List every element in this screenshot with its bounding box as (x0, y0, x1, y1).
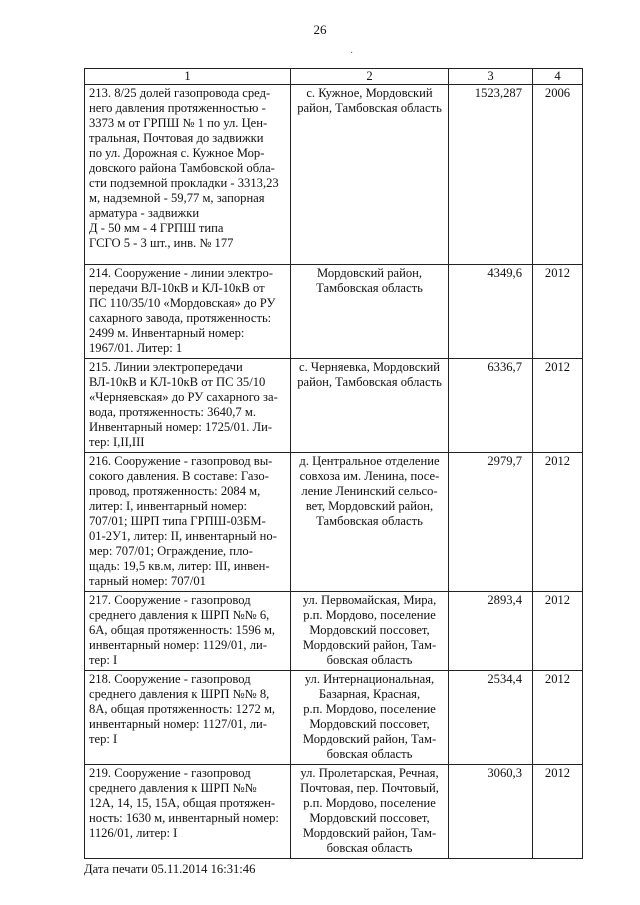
object-year: 2012 (533, 265, 583, 359)
object-value: 3060,3 (449, 765, 533, 859)
object-value: 4349,6 (449, 265, 533, 359)
object-description: 216. Сооружение - газопровод вы- сокого давления. В составе: Газо- провод, протяженность: 2084 м, литер: I, инвентарный номер: 707/01; ШРП типа ГРПШ-03БМ- 01-2У1, литер: II, инвентарный но- мер: 707/01; Ограждение, пло- щадь: 19,5 кв.м, литер: III, инвен- тарный номер: 707/01 (85, 453, 291, 592)
object-description: 217. Сооружение - газопровод среднего давления к ШРП №№ 6, 6А, общая протяженность: 1596 м, инвентарный номер: 1129/01, ли- тер: I (85, 592, 291, 671)
scan-dot-mark: · (350, 48, 354, 59)
page-number: 26 (313, 22, 327, 37)
object-description: 218. Сооружение - газопровод среднего давления к ШРП №№ 8, 8А, общая протяженность: 1272 м, инвентарный номер: 1127/01, ли- тер: I (85, 671, 291, 765)
object-value: 2534,4 (449, 671, 533, 765)
object-address: Мордовский район, Тамбовская область (291, 265, 449, 359)
object-value: 2979,7 (449, 453, 533, 592)
object-value: 2893,4 (449, 592, 533, 671)
table-row (85, 359, 583, 453)
object-description: 215. Линии электропередачи ВЛ-10кВ и КЛ-10кВ от ПС 35/10 «Черняевская» до РУ сахарного за- вода, протяженность: 3640,7 м. Инвентарный номер: 1725/01. Ли- тер: I,II,III (85, 359, 291, 453)
table-row (85, 671, 583, 765)
column-number-3: 3 (449, 69, 533, 85)
table-row (85, 592, 583, 671)
object-description: 219. Сооружение - газопровод среднего давления к ШРП №№ 12А, 14, 15, 15А, общая протяжен- ность: 1630 м, инвентарный номер: 1126/01, литер: I (85, 765, 291, 859)
column-number-4: 4 (533, 69, 583, 85)
column-number-1: 1 (85, 69, 291, 85)
column-number-2: 2 (291, 69, 449, 85)
table-row (85, 453, 583, 592)
object-address: д. Центральное отделение совхоза им. Ленина, посе- ление Ленинский сельсо- вет, Мордовский район, Тамбовская область (291, 453, 449, 592)
print-date-footer: Дата печати 05.11.2014 16:31:46 (84, 862, 256, 876)
object-value: 6336,7 (449, 359, 533, 453)
object-year: 2012 (533, 592, 583, 671)
table-row (85, 765, 583, 859)
object-address: ул. Пролетарская, Речная, Почтовая, пер. Почтовый, р.п. Мордово, поселение Мордовский поссовет, Мордовский район, Там- бовская область (291, 765, 449, 859)
object-address: ул. Интернациональная, Базарная, Красная, р.п. Мордово, поселение Мордовский поссовет, Мордовский район, Там- бовская область (291, 671, 449, 765)
object-value: 1523,287 (449, 85, 533, 265)
table-body (85, 69, 583, 859)
table-row (85, 265, 583, 359)
object-year: 2012 (533, 765, 583, 859)
object-address: с. Черняевка, Мордовский район, Тамбовская область (291, 359, 449, 453)
object-year: 2006 (533, 85, 583, 265)
object-address: ул. Первомайская, Мира, р.п. Мордово, поселение Мордовский поссовет, Мордовский район, Там- бовская область (291, 592, 449, 671)
object-address: с. Кужное, Мордовский район, Тамбовская область (291, 85, 449, 265)
object-year: 2012 (533, 359, 583, 453)
object-year: 2012 (533, 671, 583, 765)
column-number-row (85, 69, 583, 85)
table-row (85, 85, 583, 265)
object-description: 214. Сооружение - линии электро- передачи ВЛ-10кВ и КЛ-10кВ от ПС 110/35/10 «Мордовская» до РУ сахарного завода, протяженность: 2499 м. Инвентарный номер: 1967/01. Литер: 1 (85, 265, 291, 359)
object-description: 213. 8/25 долей газопровода сред- него давления протяженностью - 3373 м от ГРПШ № 1 по ул. Цен- тральная, Почтовая до задвижки по ул. Дорожная с. Кужное Мор- довского района Тамбовской обла- сти подземной прокладки - 3313,23 м, надземной - 59,77 м, запорная арматура - задвижки Д - 50 мм - 4 ГРПШ типа ГСГО 5 - 3 шт., инв. № 177 (85, 85, 291, 265)
property-registry-table (84, 68, 583, 859)
object-year: 2012 (533, 453, 583, 592)
